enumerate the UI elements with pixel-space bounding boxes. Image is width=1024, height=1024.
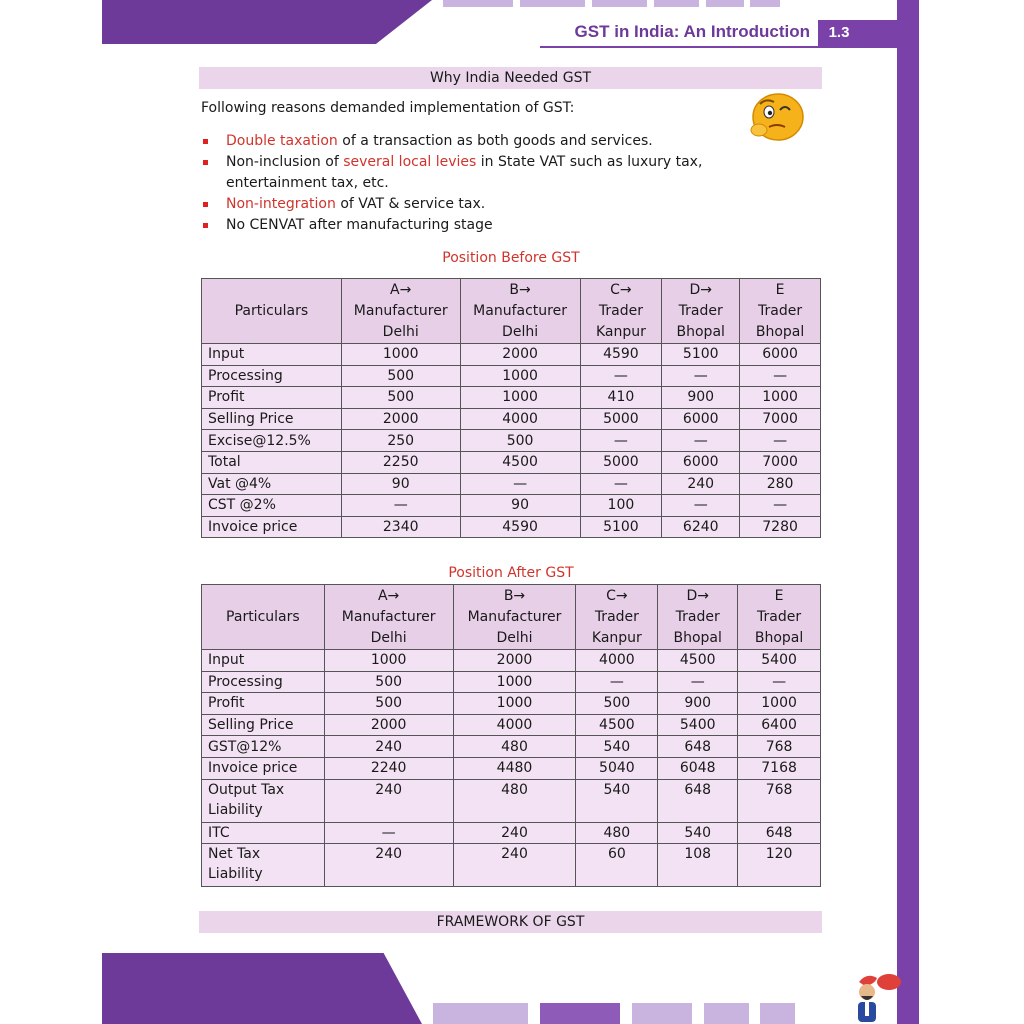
bullet-icon (203, 223, 208, 228)
row-label: Invoice price (202, 757, 325, 779)
table-cell: — (662, 365, 740, 387)
bullet-icon (203, 202, 208, 207)
table-cell: 90 (341, 473, 460, 495)
table-header-row (202, 585, 821, 650)
row-label: Selling Price (202, 408, 342, 430)
table-after-gst (201, 584, 821, 887)
table-cell: 6000 (740, 344, 821, 366)
table-row (202, 408, 821, 430)
table-cell: 5100 (580, 516, 662, 538)
row-label: Processing (202, 671, 325, 693)
table-cell: 1000 (324, 650, 453, 672)
row-label: Net Tax Liability (202, 844, 325, 887)
table-cell: 280 (740, 473, 821, 495)
footer-decor-strip (632, 1003, 692, 1024)
table-cell: 4000 (460, 408, 580, 430)
table-cell: 900 (662, 387, 740, 409)
table-cell: 500 (324, 693, 453, 715)
table-row (202, 650, 821, 672)
row-label: Selling Price (202, 714, 325, 736)
table-cell: 5040 (576, 757, 658, 779)
table-cell: 6000 (662, 451, 740, 473)
table-cell: 4500 (658, 650, 738, 672)
table-cell: 500 (460, 430, 580, 452)
row-label: Profit (202, 693, 325, 715)
highlight-text: Double taxation (226, 133, 338, 149)
column-header: A→ Manufacturer Delhi (324, 585, 453, 650)
table-cell: 90 (460, 495, 580, 517)
table-cell: 5400 (658, 714, 738, 736)
row-label: Input (202, 344, 342, 366)
table-header-row (202, 279, 821, 344)
table-cell: 7168 (738, 757, 821, 779)
table-cell: — (341, 495, 460, 517)
section-heading: FRAMEWORK OF GST (199, 911, 822, 933)
table-cell: 1000 (453, 671, 576, 693)
column-header: E Trader Bhopal (738, 585, 821, 650)
table-cell: 6400 (738, 714, 821, 736)
header-decor-bar (102, 0, 432, 44)
table-cell: 500 (341, 387, 460, 409)
table-cell: — (460, 473, 580, 495)
intro-text: Following reasons demanded implementation of GST: (201, 100, 575, 116)
table-cell: 5400 (738, 650, 821, 672)
table-cell: 2250 (341, 451, 460, 473)
row-label: Output Tax Liability (202, 779, 325, 822)
list-item: Non-integration of VAT & service tax. (201, 194, 761, 215)
table-cell: 648 (738, 822, 821, 844)
table-cell: 500 (341, 365, 460, 387)
table-cell: 6240 (662, 516, 740, 538)
table-cell: 5000 (580, 451, 662, 473)
table-cell: 100 (580, 495, 662, 517)
footer-decor-strip (433, 1003, 528, 1024)
table-cell: — (740, 365, 821, 387)
table-cell: 540 (658, 822, 738, 844)
reasons-list (201, 131, 761, 236)
table-cell: 5000 (580, 408, 662, 430)
table-cell: 1000 (738, 693, 821, 715)
table-cell: 4500 (576, 714, 658, 736)
table-row (202, 671, 821, 693)
table-row (202, 473, 821, 495)
table-cell: 4000 (453, 714, 576, 736)
table-caption-before: Position Before GST (442, 250, 580, 266)
table-cell: — (324, 822, 453, 844)
table-cell: 768 (738, 779, 821, 822)
table-row (202, 779, 821, 822)
table-cell: 500 (576, 693, 658, 715)
table-row (202, 757, 821, 779)
column-header: D→ Trader Bhopal (662, 279, 740, 344)
table-cell: 120 (738, 844, 821, 887)
table-cell: 5100 (662, 344, 740, 366)
table-cell: 900 (658, 693, 738, 715)
table-row (202, 844, 821, 887)
column-header: C→ Trader Kanpur (580, 279, 662, 344)
table-cell: — (580, 473, 662, 495)
table-cell: 4590 (580, 344, 662, 366)
table-cell: 2000 (324, 714, 453, 736)
footer-decor-strip (760, 1003, 795, 1024)
row-label: Total (202, 451, 342, 473)
list-item: Double taxation of a transaction as both goods and services. (201, 131, 761, 152)
list-item: No CENVAT after manufacturing stage (201, 215, 761, 236)
header-rule (540, 46, 897, 48)
header-decor-strip (654, 0, 699, 7)
column-header: Particulars (202, 279, 342, 344)
table-cell: 240 (453, 822, 576, 844)
column-header: C→ Trader Kanpur (576, 585, 658, 650)
right-decor-band (897, 0, 919, 1024)
table-cell: 1000 (740, 387, 821, 409)
table-cell: — (738, 671, 821, 693)
footer-decor-strip (540, 1003, 620, 1024)
table-cell: 1000 (341, 344, 460, 366)
table-cell: 7000 (740, 451, 821, 473)
column-header: A→ Manufacturer Delhi (341, 279, 460, 344)
list-item: Non-inclusion of several local levies in State VAT such as luxury tax, entertainment tax, etc. (201, 152, 761, 194)
table-row (202, 822, 821, 844)
table-cell: 2000 (341, 408, 460, 430)
table-cell: 2240 (324, 757, 453, 779)
page-number: 1.3 (818, 20, 860, 46)
row-label: Vat @4% (202, 473, 342, 495)
table-cell: 1000 (453, 693, 576, 715)
table-cell: 540 (576, 779, 658, 822)
table-cell: 648 (658, 736, 738, 758)
table-row (202, 714, 821, 736)
table-row (202, 736, 821, 758)
page-number-tab (860, 20, 897, 46)
table-cell: — (662, 495, 740, 517)
table-before-gst (201, 278, 821, 538)
header-decor-strip (706, 0, 744, 7)
header-decor-strip (592, 0, 647, 7)
table-row (202, 516, 821, 538)
section-heading: Why India Needed GST (199, 67, 822, 89)
table-cell: 6000 (662, 408, 740, 430)
row-label: GST@12% (202, 736, 325, 758)
table-caption-after: Position After GST (448, 565, 574, 581)
highlight-text: several local levies (343, 154, 477, 170)
table-cell: 2000 (453, 650, 576, 672)
table-row (202, 430, 821, 452)
table-cell: 2340 (341, 516, 460, 538)
column-header: D→ Trader Bhopal (658, 585, 738, 650)
column-header: B→ Manufacturer Delhi (460, 279, 580, 344)
table-cell: 6048 (658, 757, 738, 779)
row-label: Excise@12.5% (202, 430, 342, 452)
column-header: Particulars (202, 585, 325, 650)
table-cell: — (580, 430, 662, 452)
highlight-text: Non-integration (226, 196, 336, 212)
footer-decor-strip (704, 1003, 749, 1024)
table-cell: 480 (453, 779, 576, 822)
header-decor-strip (520, 0, 585, 7)
table-cell: 240 (324, 736, 453, 758)
footer-decor-bar (102, 953, 422, 1024)
header-decor-strip (750, 0, 780, 7)
table-cell: 480 (453, 736, 576, 758)
header-decor-strip (443, 0, 513, 7)
row-label: Invoice price (202, 516, 342, 538)
table-cell: 768 (738, 736, 821, 758)
table-cell: — (740, 430, 821, 452)
table-row (202, 387, 821, 409)
page-header-title: GST in India: An Introduction (574, 22, 810, 41)
row-label: ITC (202, 822, 325, 844)
bullet-icon (203, 160, 208, 165)
table-cell: 480 (576, 822, 658, 844)
table-row (202, 495, 821, 517)
table-cell: 60 (576, 844, 658, 887)
table-row (202, 344, 821, 366)
table-cell: 1000 (460, 365, 580, 387)
column-header: B→ Manufacturer Delhi (453, 585, 576, 650)
table-cell: 240 (453, 844, 576, 887)
table-cell: 1000 (460, 387, 580, 409)
table-cell: — (662, 430, 740, 452)
table-cell: 410 (580, 387, 662, 409)
row-label: Input (202, 650, 325, 672)
table-cell: 240 (324, 844, 453, 887)
table-cell: 250 (341, 430, 460, 452)
table-cell: 648 (658, 779, 738, 822)
table-row (202, 365, 821, 387)
table-cell: — (576, 671, 658, 693)
bullet-icon (203, 139, 208, 144)
table-cell: 4000 (576, 650, 658, 672)
table-cell: 240 (324, 779, 453, 822)
table-cell: 240 (662, 473, 740, 495)
table-row (202, 451, 821, 473)
table-cell: 2000 (460, 344, 580, 366)
column-header: E Trader Bhopal (740, 279, 821, 344)
table-cell: 4500 (460, 451, 580, 473)
table-cell: 500 (324, 671, 453, 693)
table-cell: 7280 (740, 516, 821, 538)
mascot-icon (851, 970, 901, 1024)
table-cell: 4480 (453, 757, 576, 779)
row-label: Processing (202, 365, 342, 387)
table-cell: — (580, 365, 662, 387)
table-cell: 4590 (460, 516, 580, 538)
table-cell: 7000 (740, 408, 821, 430)
row-label: CST @2% (202, 495, 342, 517)
table-row (202, 693, 821, 715)
table-cell: 108 (658, 844, 738, 887)
table-cell: — (740, 495, 821, 517)
row-label: Profit (202, 387, 342, 409)
table-cell: — (658, 671, 738, 693)
table-cell: 540 (576, 736, 658, 758)
